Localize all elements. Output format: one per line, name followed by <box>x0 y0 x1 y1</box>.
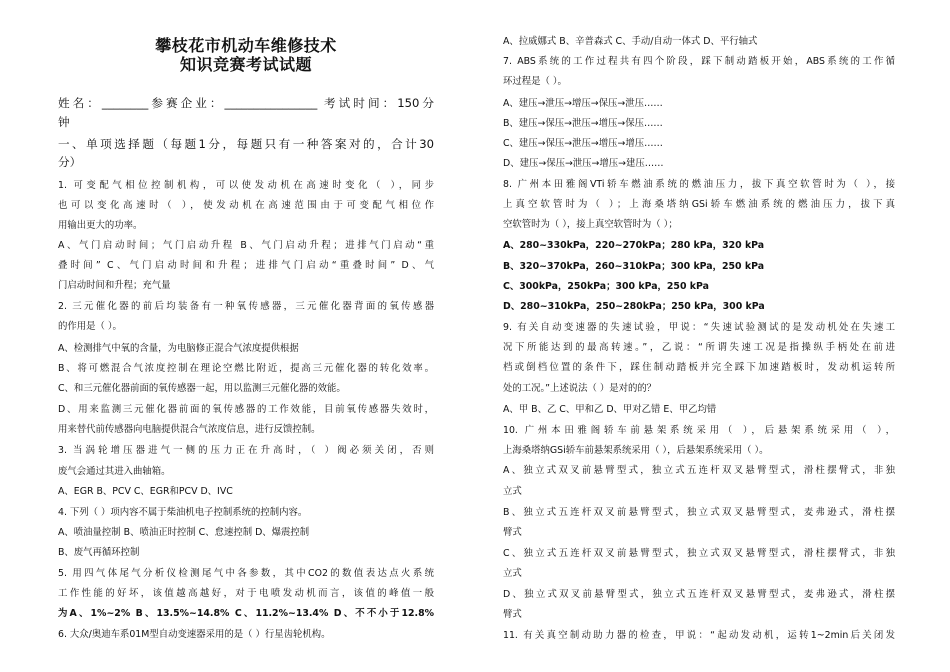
option-line: C、建压→保压→泄压→增压→增压…… <box>503 138 663 149</box>
option-line: B、独立式五连杆双叉前悬臂型式，独立式双叉悬臂型式，麦弗逊式，滑柱摆 <box>503 507 895 518</box>
question-line: 6. 大众/奥迪车系01M型自动变速器采用的是（ ）行星齿轮机构。 <box>58 629 331 640</box>
question-line: 处的工况。”上述说法（ ）是对的的？ <box>503 383 657 394</box>
question-line: 上海桑塔纳GSi轿车前悬架系统采用（ ），后悬架系统采用（ ）。 <box>503 445 769 456</box>
question-line: 工作性能的好坏，该值越高越好，对于电喷发动机而言，该值的峰值一般 <box>58 588 434 599</box>
question-line: 环过程是（ ）。 <box>503 76 567 87</box>
option-line: 门启动时间和升程；充气量 <box>58 280 171 291</box>
question-line: 空软管时为（ ），接上真空软管时为（ ）； <box>503 219 678 230</box>
question-line: 用输出更大的功率。 <box>58 220 143 231</box>
question-line: 11. 有关真空制动助力器的检查，甲说：“起动发动机，运转1~2min后关闭发 <box>503 630 895 641</box>
option-line: 叠时间” C、气门启动时间和升程；进排气门启动“重叠时间” D、气 <box>58 260 434 271</box>
option-line: 用来替代前传感器向电脑提供混合气浓度信息，进行反馈控制。 <box>58 424 321 435</box>
question-line: 5. 用四气体尾气分析仪检测尾气中各参数，其中CO2的数值表达点火系统 <box>58 568 434 579</box>
question-line: 上真空软管时为（ ）；上海桑塔纳GSi轿车燃油系统的燃油压力，拔下真 <box>503 199 895 210</box>
option-line: D、独立式双叉前悬臂型式，独立式五连杆双叉悬臂型式，麦弗逊式，滑柱摆 <box>503 589 895 600</box>
question-line: 2. 三元催化器的前后均装备有一种氧传感器，三元催化器背面的氧传感器 <box>58 301 434 312</box>
question-line: 3. 当涡轮增压器进气一侧的压力正在升高时，（ ）阀必须关闭，否则 <box>58 445 434 456</box>
question-line: 况下所能达到的最高转速。”，乙说：“所谓失速工况是指操纵手柄处在前进 <box>503 342 895 353</box>
question-line: 1. 可变配气相位控制机构，可以使发动机在高速时变化（ ），同步 <box>58 180 434 191</box>
option-line: A、喷油量控制 B、喷油正时控制 C、怠速控制 D、爆震控制 <box>58 527 310 538</box>
title-line-1: 攀枝花市机动车维修技术 <box>155 36 337 55</box>
option-line: C、和三元催化器前面的氧传感器一起，用以监测三元催化器的效能。 <box>58 383 346 394</box>
option-line: D、建压→保压→泄压→增压→建压…… <box>503 158 664 169</box>
title-line-2: 知识竞赛考试试题 <box>179 55 312 74</box>
option-line: 臂式 <box>503 609 522 620</box>
option-line: B、320~370kPa，260~310kPa；300 kPa，250 kPa <box>503 261 765 272</box>
option-line: B、建压→保压→泄压→增压→保压…… <box>503 118 663 129</box>
info-line: 姓名：________参赛企业：________________ 考试时间：150分 <box>58 96 434 110</box>
info-line-cont: 钟 <box>58 115 70 129</box>
question-line: 废气会通过其进入曲轴箱。 <box>58 466 171 477</box>
question-line: 9. 有关自动变速器的失速试验，甲说：“失速试验测试的是发动机处在失速工 <box>503 322 895 333</box>
option-line: C、独立式五连杆双叉前悬臂型式，独立式双叉悬臂型式，滑柱摆臂式，非独 <box>503 548 895 559</box>
section-heading: 一、单项选择题（每题1分，每题只有一种答案对的，合计30 <box>58 137 434 151</box>
option-line: C、300kPa，250kPa；300 kPa，250 kPa <box>503 281 709 292</box>
option-line: D、280~310kPa，250~280kPa；250 kPa，300 kPa <box>503 301 765 312</box>
question-line: 4. 下列（ ）项内容不属于柴油机电子控制系统的控制内容。 <box>58 507 308 518</box>
option-line: 立式 <box>503 486 522 497</box>
question-line: 8. 广州本田雅阁VTi轿车燃油系统的燃油压力，拔下真空软管时为（ ），接 <box>503 179 895 190</box>
question-line: 7. ABS系统的工作过程共有四个阶段，踩下制动踏板开始，ABS系统的工作循 <box>503 56 895 67</box>
option-line: B、废气再循环控制 <box>58 547 140 558</box>
option-line: A、拉威娜式 B、辛普森式 C、手动/自动一体式 D、平行轴式 <box>503 36 758 47</box>
option-line: A、检测排气中氧的含量，为电脑修正混合气浓度提供根据 <box>58 343 299 354</box>
option-line: A、EGR B、PCV C、EGR和PCV D、IVC <box>58 486 233 497</box>
option-line: A、气门启动时间；气门启动升程 B、气门启动升程；进排气门启动“重 <box>58 240 434 251</box>
question-line: 也可以变化高速时（ ），使发动机在高速范围由于可变配气相位作 <box>58 200 434 211</box>
option-line: 立式 <box>503 568 522 579</box>
option-line: A、独立式双叉前悬臂型式，独立式五连杆双叉悬臂型式，滑柱摆臂式，非独 <box>503 465 895 476</box>
option-line: A、建压→泄压→增压→保压→泄压…… <box>503 98 663 109</box>
question-line: 为A、1%~2% B、13.5%~14.8% C、11.2%~13.4% D、不不小于12.8% <box>58 608 434 619</box>
option-line: A、280~330kPa，220~270kPa；280 kPa，320 kPa <box>503 240 765 251</box>
option-line: A、甲 B、乙 C、甲和乙 D、甲对乙错 E、甲乙均错 <box>503 404 717 415</box>
question-line: 的作用是（ ）。 <box>58 321 122 332</box>
option-line: 臂式 <box>503 527 522 538</box>
option-line: B、将可燃混合气浓度控制在理论空燃比附近，提高三元催化器的转化效率。 <box>58 363 434 374</box>
question-line: 10. 广州本田雅阁轿车前悬架系统采用（ ），后悬架系统采用（ ）， <box>503 425 895 436</box>
question-line: 档或倒档位置的条件下，踩住制动踏板并完全踩下加速踏板时，发动机运转所 <box>503 362 895 373</box>
section-heading-cont: 分） <box>58 155 82 169</box>
option-line: D、用来监测三元催化器前面的氧传感器的工作效能，目前氧传感器失效时， <box>58 404 434 415</box>
